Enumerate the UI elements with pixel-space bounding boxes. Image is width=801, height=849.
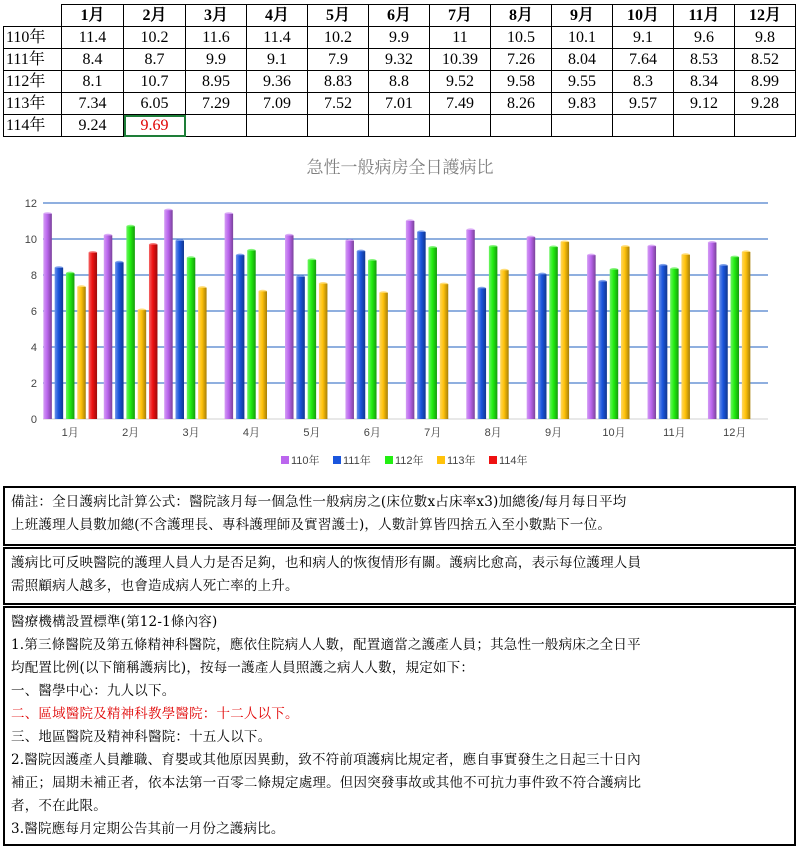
table-cell[interactable]: [552, 115, 613, 137]
bar: [538, 273, 547, 419]
month-header: 10月: [613, 5, 674, 27]
x-tick-label: 4月: [242, 427, 261, 439]
table-cell[interactable]: 7.34: [62, 93, 124, 115]
bar: [149, 243, 158, 419]
table-cell[interactable]: 9.52: [430, 71, 491, 93]
bar: [719, 264, 728, 419]
table-cell[interactable]: 8.4: [62, 49, 124, 71]
bar: [648, 245, 657, 419]
month-header: 4月: [247, 5, 308, 27]
table-cell[interactable]: 9.9: [369, 27, 430, 49]
y-tick-label: 10: [24, 234, 37, 246]
table-cell[interactable]: 9.83: [552, 93, 613, 115]
bar: [55, 266, 64, 419]
month-header: 12月: [735, 5, 796, 27]
table-cell[interactable]: 9.6: [674, 27, 735, 49]
table-cell[interactable]: 11.6: [186, 27, 247, 49]
bar: [478, 287, 487, 419]
table-cell[interactable]: 8.3: [613, 71, 674, 93]
table-cell[interactable]: 10.2: [308, 27, 369, 49]
month-header: 7月: [430, 5, 491, 27]
x-tick-label: 11月: [663, 427, 686, 439]
legend-item: [489, 453, 528, 467]
standard-clause-2a: 2.醫院因護產人員離職、育嬰或其他原因異動，致不符前項護病比規定者，應自事實發生之日起三十日內: [11, 752, 641, 768]
formula-note: [3, 486, 796, 546]
legend-label: 114年: [499, 455, 528, 467]
standard-clause-2c: 者，不在此限。: [11, 798, 107, 814]
bar: [115, 261, 124, 419]
chart-area: [3, 146, 796, 480]
bar: [587, 254, 596, 419]
bar: [379, 291, 388, 419]
table-cell[interactable]: 10.7: [124, 71, 186, 93]
month-header: 5月: [308, 5, 369, 27]
year-label: 112年: [4, 71, 62, 93]
x-axis-ticks: [62, 426, 747, 439]
bar: [319, 282, 328, 419]
table-cell[interactable]: 7.64: [613, 49, 674, 71]
table-cell[interactable]: 10.2: [124, 27, 186, 49]
legend-item: [437, 453, 476, 467]
legend-label: 112年: [395, 455, 424, 467]
table-row: [4, 115, 796, 137]
legend-item: [385, 453, 424, 467]
bar: [138, 309, 147, 420]
standard-title: 醫療機構設置標準(第12-1條內容): [11, 614, 218, 630]
standard-item-1: 一、醫學中心：九人以下。: [11, 683, 176, 699]
legend-swatch: [385, 456, 393, 464]
table-cell[interactable]: 8.53: [674, 49, 735, 71]
standard-clause-1a: 1.第三條醫院及第五條精神科醫院，應依住院病人人數，配置適當之護產人員；其急性一般病床之全日平: [11, 637, 641, 653]
month-header: 8月: [491, 5, 552, 27]
bar: [417, 230, 426, 419]
y-tick-label: 0: [30, 414, 37, 426]
table-cell[interactable]: 8.95: [186, 71, 247, 93]
x-tick-label: 12月: [723, 427, 747, 439]
x-tick-label: 5月: [303, 427, 321, 439]
bar: [236, 254, 245, 419]
legend-label: 113年: [447, 455, 476, 467]
table-row: [4, 71, 796, 93]
table-cell[interactable]: 7.09: [247, 93, 308, 115]
table-cell[interactable]: 8.99: [735, 71, 796, 93]
y-tick-label: 6: [30, 306, 37, 318]
table-cell[interactable]: 8.8: [369, 71, 430, 93]
bar: [77, 285, 86, 419]
y-axis-ticks: [25, 198, 37, 426]
legend-label: 111年: [343, 455, 371, 467]
table-cell[interactable]: 9.58: [491, 71, 552, 93]
table-row: [4, 49, 796, 71]
legend-label: 110年: [291, 455, 320, 467]
y-tick-label: 2: [30, 378, 37, 390]
x-tick-label: 10月: [602, 427, 626, 439]
bar: [708, 241, 717, 419]
table-cell[interactable]: 8.83: [308, 71, 369, 93]
table-cell[interactable]: [186, 115, 247, 137]
bar: [561, 240, 570, 419]
bar: [406, 219, 415, 419]
y-tick-label: 4: [30, 342, 37, 354]
table-cell[interactable]: 11.4: [62, 27, 124, 49]
bar: [659, 264, 668, 419]
bar: [66, 272, 75, 419]
bar: [440, 283, 449, 419]
bar: [368, 259, 377, 419]
table-cell[interactable]: [613, 115, 674, 137]
month-header: 2月: [124, 5, 186, 27]
meaning-line-2: 需照顧病人越多，也會造成病人死亡率的上升。: [11, 578, 299, 594]
bar: [126, 225, 135, 419]
table-cell[interactable]: [308, 115, 369, 137]
bar: [466, 228, 475, 419]
year-label: 110年: [4, 27, 62, 49]
x-tick-label: 1月: [61, 427, 79, 439]
bar: [285, 234, 294, 419]
table-cell[interactable]: 8.1: [62, 71, 124, 93]
table-cell[interactable]: 10.39: [430, 49, 491, 71]
month-header: 11月: [674, 5, 735, 27]
table-cell[interactable]: 9.55: [552, 71, 613, 93]
table-cell[interactable]: 7.26: [491, 49, 552, 71]
bar: [175, 239, 184, 419]
nurse-ratio-table: [3, 4, 796, 137]
bar: [428, 246, 437, 419]
table-cell[interactable]: 9.8: [735, 27, 796, 49]
x-tick-label: 7月: [424, 427, 442, 439]
bar: [164, 209, 173, 419]
table-cell[interactable]: 8.7: [124, 49, 186, 71]
formula-line-2: 上班護理人員數加總(不含護理長、專科護理師及實習護士)，人數計算皆四捨五入至小數點下一位。: [11, 517, 612, 533]
legend-item: [333, 453, 371, 467]
x-tick-label: 9月: [544, 427, 563, 439]
bar: [610, 268, 619, 419]
table-cell[interactable]: 9.36: [247, 71, 308, 93]
legend-item: [281, 453, 320, 467]
table-cell[interactable]: 7.01: [369, 93, 430, 115]
month-header: 9月: [552, 5, 613, 27]
bar: [225, 212, 234, 419]
bar: [187, 256, 196, 419]
y-tick-label: 12: [24, 198, 37, 210]
bar: [43, 212, 52, 419]
table-cell[interactable]: 7.49: [430, 93, 491, 115]
y-tick-label: 8: [30, 270, 37, 282]
bar: [198, 286, 207, 419]
table-cell[interactable]: 10.5: [491, 27, 552, 49]
table-cell[interactable]: 7.29: [186, 93, 247, 115]
table-cell[interactable]: 6.05: [124, 93, 186, 115]
table-cell[interactable]: 9.1: [613, 27, 674, 49]
legend-swatch: [489, 456, 497, 464]
month-header: 3月: [186, 5, 247, 27]
bar: [742, 250, 751, 419]
table-cell[interactable]: 7.52: [308, 93, 369, 115]
table-cell[interactable]: 8.34: [674, 71, 735, 93]
bar: [357, 250, 366, 419]
table-row: [4, 27, 796, 49]
bar: [104, 234, 113, 419]
x-tick-label: 3月: [182, 427, 200, 439]
formula-line-1: 備註：全日護病比計算公式：醫院該月每一個急性一般病房之(床位數x占床率x3)加總後/每月每日平均: [11, 494, 627, 510]
bar: [598, 280, 607, 419]
meaning-line-1: 護病比可反映醫院的護理人員人力是否足夠，也和病人的恢復情形有關。護病比愈高，表示每位護理人員: [11, 555, 642, 571]
table-cell[interactable]: 11.4: [247, 27, 308, 49]
table-cell[interactable]: 9.57: [613, 93, 674, 115]
table-cell[interactable]: 9.32: [369, 49, 430, 71]
table-cell[interactable]: [674, 115, 735, 137]
bars: [43, 209, 750, 419]
table-cell[interactable]: 9.9: [186, 49, 247, 71]
year-label: 111年: [4, 49, 62, 71]
bar-chart: [3, 146, 796, 480]
table-cell[interactable]: 9.24: [62, 115, 124, 137]
table-cell[interactable]: 11: [430, 27, 491, 49]
chart-title: 急性一般病房全日護病比: [306, 158, 494, 177]
table-cell[interactable]: 8.26: [491, 93, 552, 115]
table-cell[interactable]: 8.52: [735, 49, 796, 71]
table-cell[interactable]: 9.12: [674, 93, 735, 115]
table-cell[interactable]: [247, 115, 308, 137]
standard-note: [3, 606, 796, 846]
bar: [681, 253, 690, 419]
bar: [621, 245, 630, 419]
bar: [489, 245, 498, 419]
bar: [549, 246, 558, 420]
x-tick-label: 2月: [122, 427, 140, 439]
bar: [527, 236, 536, 419]
bar: [345, 239, 354, 419]
bar: [259, 290, 268, 419]
table-cell[interactable]: [369, 115, 430, 137]
bar: [731, 256, 740, 419]
legend: [281, 453, 528, 467]
table-row: [4, 93, 796, 115]
standard-clause-3: 3.醫院應每月定期公告其前一月份之護病比。: [11, 821, 285, 837]
table-cell[interactable]: [735, 115, 796, 137]
year-label: 113年: [4, 93, 62, 115]
table-cell[interactable]: 7.9: [308, 49, 369, 71]
standard-item-3: 三、地區醫院及精神科醫院：十五人以下。: [11, 729, 272, 745]
table-cell[interactable]: [430, 115, 491, 137]
standard-clause-1b: 均配置比例(以下簡稱護病比)，按每一護產人員照護之病人人數，規定如下：: [11, 660, 475, 676]
table-cell[interactable]: 9.69: [124, 115, 186, 137]
year-label: 114年: [4, 115, 62, 137]
bar: [500, 269, 509, 419]
legend-swatch: [437, 456, 445, 464]
bar: [247, 249, 256, 419]
table-corner: [4, 5, 62, 27]
bar: [89, 251, 98, 419]
meaning-note: [3, 547, 796, 605]
standard-item-2: 二、區域醫院及精神科教學醫院：十二人以下。: [11, 706, 299, 722]
table-cell[interactable]: 9.28: [735, 93, 796, 115]
bar: [670, 267, 679, 419]
table-cell[interactable]: [491, 115, 552, 137]
bar: [296, 275, 305, 419]
legend-swatch: [281, 456, 289, 464]
bar: [308, 258, 317, 419]
month-header: 6月: [369, 5, 430, 27]
table-cell[interactable]: 8.04: [552, 49, 613, 71]
standard-clause-2b: 補正；屆期未補正者，依本法第一百零二條規定處理。但因突發事故或其他不可抗力事件致不符合護病比: [11, 775, 642, 791]
x-tick-label: 8月: [484, 427, 502, 439]
table-cell[interactable]: 10.1: [552, 27, 613, 49]
table-cell[interactable]: 9.1: [247, 49, 308, 71]
legend-swatch: [333, 456, 341, 464]
x-tick-label: 6月: [363, 427, 381, 439]
month-header: 1月: [62, 5, 124, 27]
